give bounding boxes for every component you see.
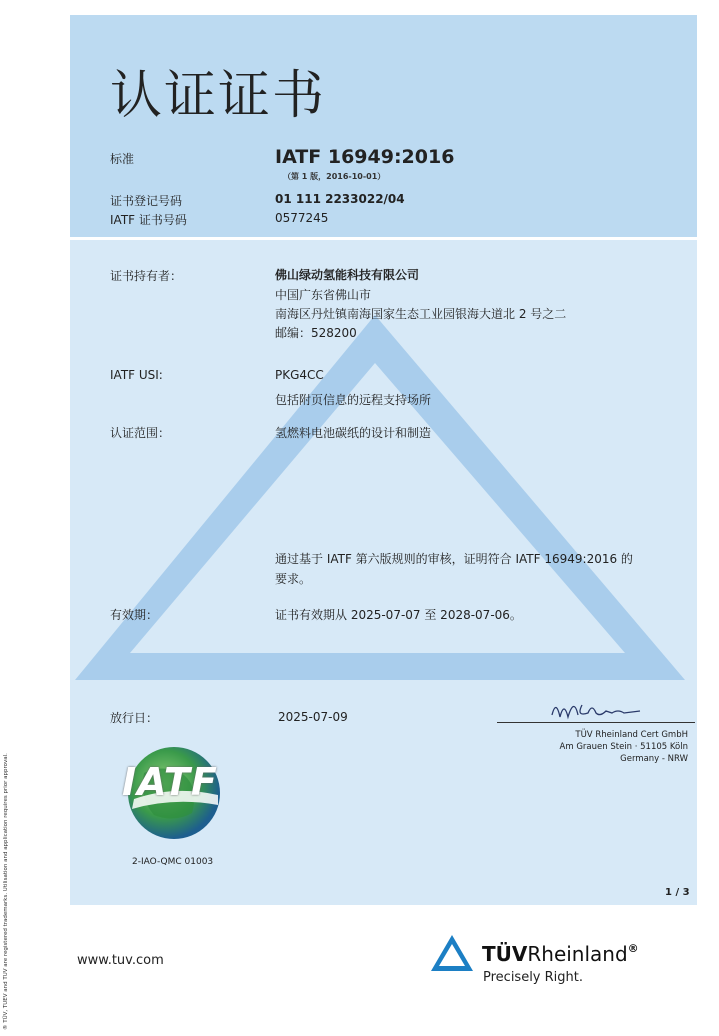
holder-address-street: 南海区丹灶镇南海国家生态工业园银海大道北 2 号之二 [275,307,567,321]
scope-value: 氢燃料电池碳纸的设计和制造 [275,426,432,440]
signature-line [497,722,695,723]
holder-address-city: 中国广东省佛山市 [275,288,372,302]
iatf-certificate-number: 0577245 [275,211,329,225]
issuer-country: Germany - NRW [620,754,688,764]
tuv-brand-rest: Rheinland [527,942,628,966]
page-number: 1 / 3 [665,887,690,898]
usi-value: PKG4CC [275,368,324,382]
tuv-triangle-logo-icon [430,933,474,973]
standard-label: 标准 [110,152,135,166]
issuer-block [497,729,688,765]
issuer-name: TÜV Rheinland Cert GmbH [575,730,688,740]
holder-label: 证书持有者： [110,269,183,283]
iatf-logo-text: IATF [122,760,218,804]
issue-date-label: 放行日： [110,711,159,725]
issuer-address: Am Grauen Stein · 51105 Köln [559,742,688,752]
tuv-tagline: Precisely Right. [483,970,584,985]
standard-edition: （第 1 版，2016-10-01） [283,172,386,181]
validity-value: 证书有效期从 2025-07-07 至 2028-07-06。 [275,608,522,622]
iatf-logo-code: 2-IAO-QMC 01003 [132,857,214,867]
usi-label: IATF USI: [110,368,163,382]
standard-title: IATF 16949:2016 [275,146,455,168]
certificate-title: 认证证书 [110,66,327,126]
issue-date: 2025-07-09 [278,710,348,724]
scope-label: 认证范围： [110,426,171,440]
conformity-statement-line-2: 要求。 [275,572,312,586]
footer-url[interactable]: www.tuv.com [77,953,164,968]
holder-name: 佛山绿动氢能科技有限公司 [275,268,420,282]
trademark-note: ® TÜV, TUEV and TUV are registered trademarks. Utilisation and application requires prior approval. [3,753,9,1030]
tuv-registered-mark: ® [627,942,639,955]
registration-number-label: 证书登记号码 [110,194,183,208]
usi-note: 包括附页信息的远程支持场所 [275,393,432,407]
tuv-brand [482,942,639,966]
iatf-certificate-number-label: IATF 证书号码 [110,213,187,227]
holder-postcode: 邮编：528200 [275,326,357,340]
registration-number: 01 111 2233022/04 [275,192,405,206]
conformity-statement-line-1: 通过基于 IATF 第六版规则的审核，证明符合 IATF 16949:2016 的 [275,552,633,566]
validity-label: 有效期： [110,608,159,622]
tuv-brand-bold: TÜV [482,942,528,966]
